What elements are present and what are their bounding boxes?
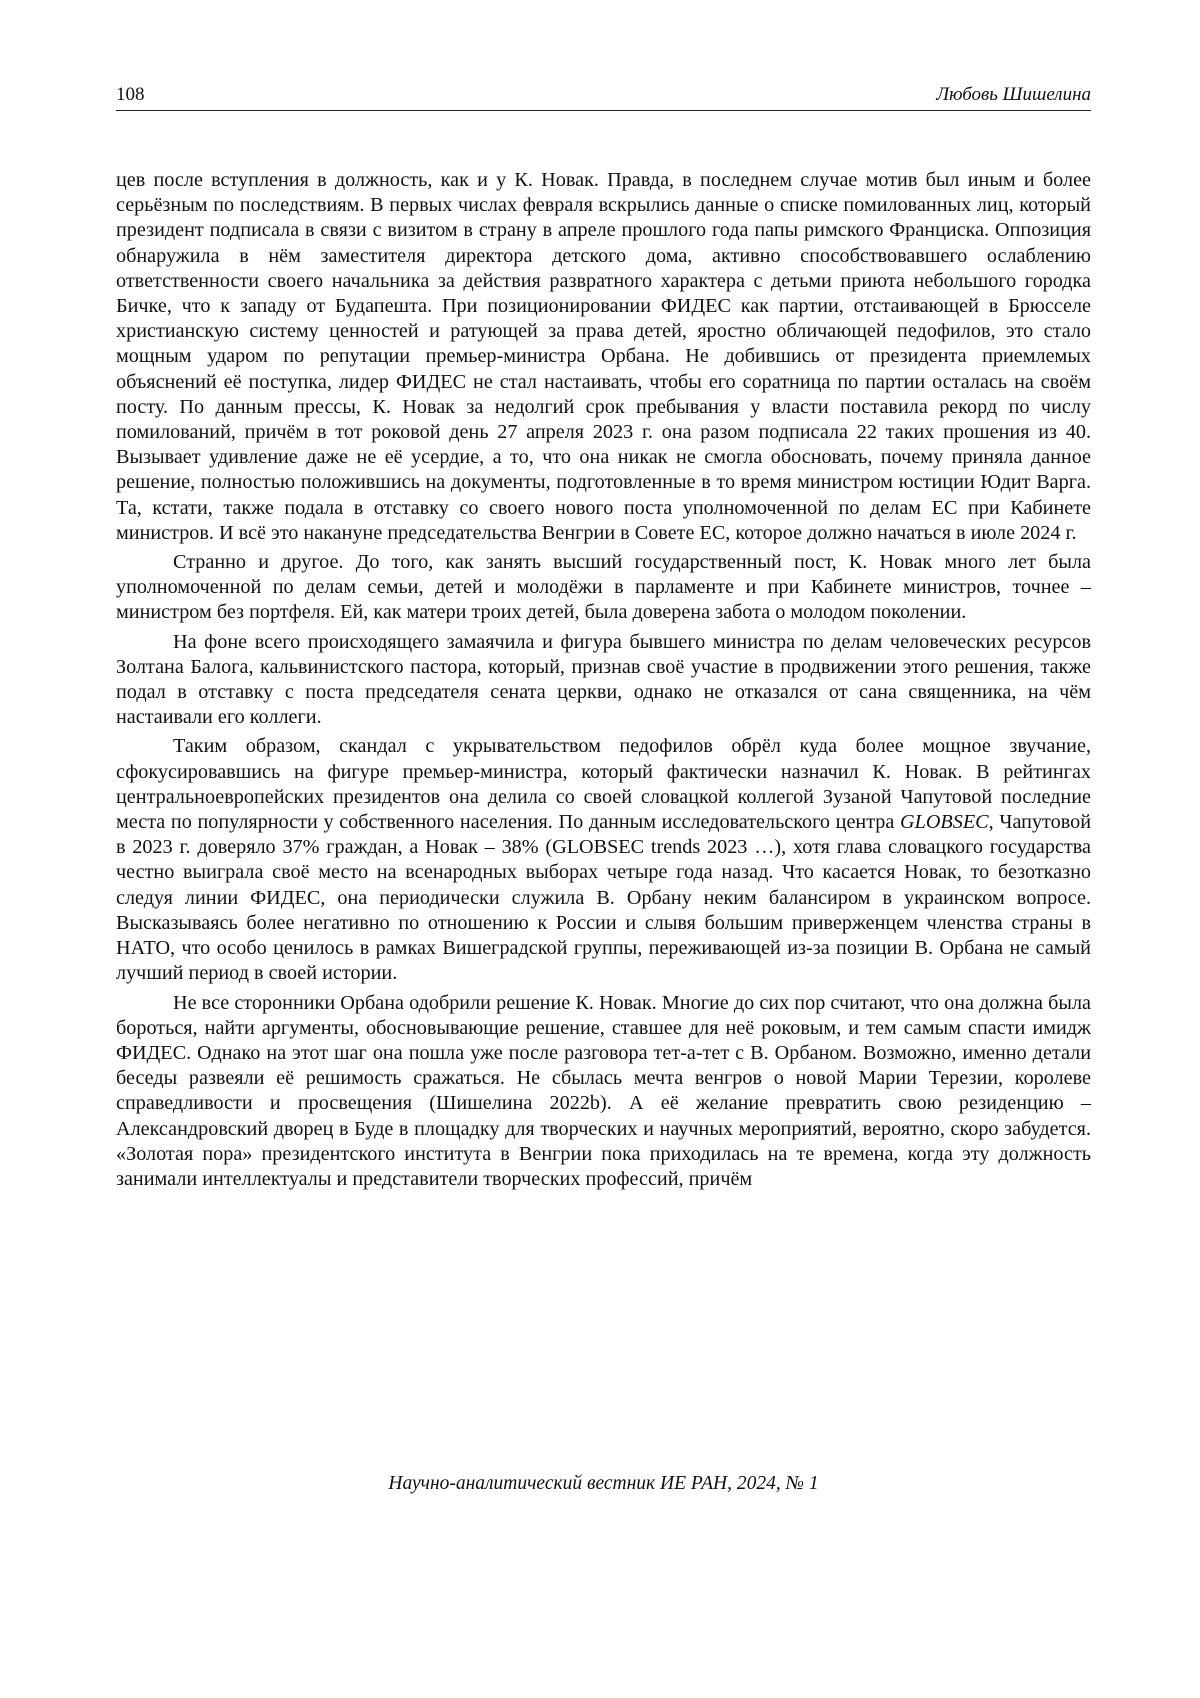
paragraph-3: На фоне всего происходящего замаячила и фигура бывшего министра по делам человеческих ресурсов Золтана Балога, кальвинистского пастора, который, признав своё участие в продвижении этого решения, также подал в отставку с поста председателя сената церкви, однако не отказался от сана священника, на чём настаивали его коллеги. — [116, 630, 1091, 729]
article-body — [116, 168, 1091, 1196]
paragraph-1: цев после вступления в должность, как и у К. Новак. Правда, в последнем случае мотив был иным и более серьёзным по последствиям. В первых числах февраля вскрылись данные о списке помилованных лиц, который президент подписала в связи с визитом в страну в апреле прошлого года папы римского Франциска. Оппозиция обнаружила в нём заместителя директора детского дома, активно способствовавшего ослаблению ответственности своего начальника за действия развратного характера с детьми приюта небольшого городка Бичке, что к западу от Будапешта. При позиционировании ФИДЕС как партии, отстаивающей в Брюсселе христианскую систему ценностей и ратующей за права детей, яростно обличающей педофилов, это стало мощным ударом по репутации премьер-министра Орбана. Не добившись от президента приемлемых объяснений её поступка, лидер ФИДЕС не стал настаивать, чтобы его соратница по партии осталась на своём посту. По данным прессы, К. Новак за недолгий срок пребывания у власти поставила рекорд по числу помилований, причём в тот роковой день 27 апреля 2023 г. она разом подписала 22 таких прошения из 40. Вызывает удивление даже не её усердие, а то, что она никак не смогла обосновать, почему приняла данное решение, полностью положившись на документы, подготовленные в то время министром юстиции Юдит Варга. Та, кстати, также подала в отставку со своего нового поста уполномоченной по делам ЕС при Кабинете министров. И всё это накануне председательства Венгрии в Совете ЕС, которое должно начаться в июле 2024 г. — [116, 169, 1091, 544]
paragraph-4 — [116, 734, 1091, 986]
paragraph-4-part-1: Таким образом, скандал с укрывательством педофилов обрёл куда более мощное звучание, сфокусировавшись на фигуре премьер-министра, который фактически назначил К. Новак. В рейтингах центральноевропейских президентов она делила со своей словацкой коллегой Зузаной Чапутовой последние места по популярности у собственного населения. По данным исследовательского центра — [116, 735, 1091, 834]
paragraph-2: Странно и другое. До того, как занять высший государственный пост, К. Новак много лет была уполномоченной по делам семьи, детей и молодёжи в парламенте и при Кабинете министров, точнее – министром без портфеля. Ей, как матери троих детей, была доверена забота о молодом поколении. — [116, 551, 1091, 624]
running-head-author: Любовь Шишелина — [936, 84, 1091, 105]
journal-footer: Научно-аналитический вестник ИЕ РАН, 2024, № 1 — [388, 1473, 819, 1494]
paragraph-4-part-2: , Чапутовой в 2023 г. доверяло 37% граждан, а Новак – 38% (GLOBSEC trends 2023 …), хотя глава словацкого государства честно выиграла своё место на всенародных выборах четыре года назад. Что касается Новак, то безотказно следуя линии ФИДЕС, она периодически служила В. Орбану неким балансиром в украинском вопросе. Высказываясь более негативно по отношению к России и слывя большим приверженцем членства страны в НАТО, что особо ценилось в рамках Вишеградской группы, переживающей из-за позиции В. Орбана не самый лучший период в своей истории. — [116, 811, 1092, 985]
paragraph-5: Не все сторонники Орбана одобрили решение К. Новак. Многие до сих пор считают, что она должна была бороться, найти аргументы, обосновывающие решение, ставшее для неё роковым, и тем самым спасти имидж ФИДЕС. Однако на этот шаг она пошла уже после разговора тет-а-тет с В. Орбаном. Возможно, именно детали беседы развеяли её решимость сражаться. Не сбылась мечта венгров о новой Марии Терезии, королеве справедливости и просвещения (Шишелина 2022b). А её желание превратить свою резиденцию – Александровский дворец в Буде в площадку для творческих и научных мероприятий, вероятно, скоро забудется. «Золотая пора» президентского института в Венгрии пока приходилась на те времена, когда эту должность занимали интеллектуалы и представители творческих профессий, причём — [116, 991, 1091, 1190]
page-number: 108 — [116, 84, 145, 105]
globsec-emphasis: GLOBSEC — [900, 811, 989, 834]
page-header — [116, 84, 1091, 111]
